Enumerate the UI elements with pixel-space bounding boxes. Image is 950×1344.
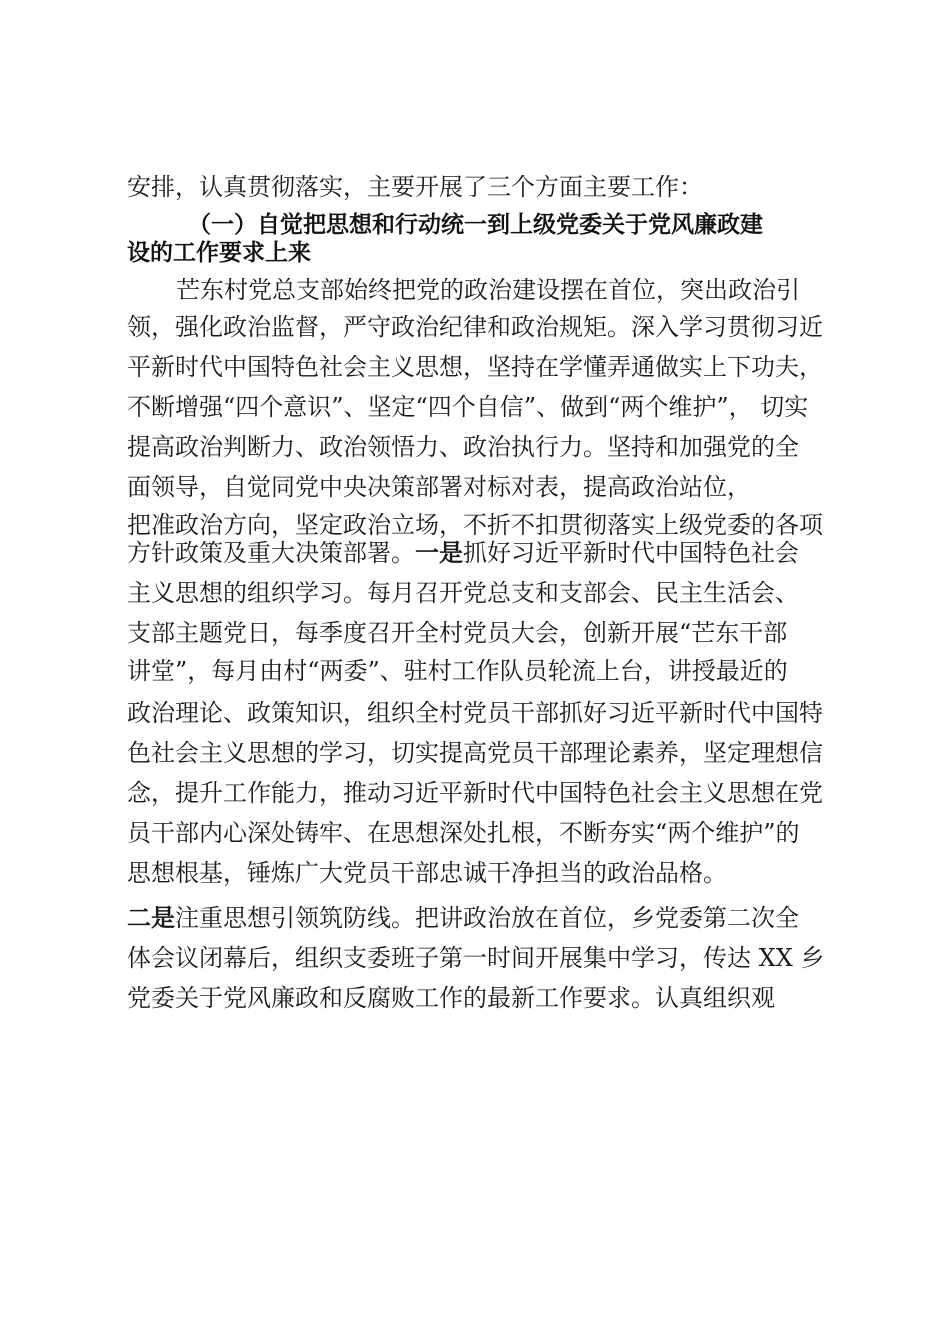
point-one-marker: 一是 [415, 539, 463, 567]
section-heading-1: （一）自觉把思想和行动统一到上级党委关于党风廉政建 [188, 212, 763, 238]
text-line-9: 面领导，自觉同党中央决策部署对标对表，提高政治站位， [127, 473, 751, 501]
text-line-17: 念，提升工作能力，推动习近平新时代中国特色社会主义思想在党 [127, 779, 823, 807]
text-line-10: 把准政治方向，坚定政治立场，不折不扣贯彻落实上级党委的各项 [127, 511, 823, 539]
text-line-13: 支部主题党日，每季度召开全村党员大会，创新开展“芒东干部 [127, 619, 788, 647]
text-line-16: 色社会主义思想的学习，切实提高党员干部理论素养，坚定理想信 [127, 739, 823, 767]
text-line-11-tail: 抓好习近平新时代中国特色社会 [463, 539, 799, 567]
point-two-marker: 二是 [127, 904, 175, 932]
text-line-22: 党委关于党风廉政和反腐败工作的最新工作要求。认真组织观 [127, 984, 775, 1012]
text-line-8: 提高政治判断力、政治领悟力、政治执行力。坚持和加强党的全 [127, 433, 799, 461]
text-line-1: 安排，认真贯彻落实，主要开展了三个方面主要工作： [127, 173, 703, 201]
text-line-11-body: 方针政策及重大决策部署。 [127, 539, 415, 567]
text-line-20-body: 注重思想引领筑防线。把讲政治放在首位，乡党委第二次全 [175, 904, 799, 932]
text-line-7: 不断增强“四个意识”、坚定“四个自信”、做到“两个维护”， 切实 [127, 393, 809, 421]
text-line-19: 思想根基，锤炼广大党员干部忠诚干净担当的政治品格。 [127, 859, 727, 887]
text-line-12: 主义思想的组织学习。每月召开党总支和支部会、民主生活会、 [127, 579, 799, 607]
text-line-6: 平新时代中国特色社会主义思想，坚持在学懂弄通做实上下功夫， [127, 353, 823, 381]
text-line-14: 讲堂”，每月由村“两委”、驻村工作队员轮流上台，讲授最近的 [127, 657, 788, 685]
text-line-11 [127, 538, 799, 568]
text-line-20 [127, 903, 799, 933]
text-line-15: 政治理论、政策知识，组织全村党员干部抓好习近平新时代中国特 [127, 699, 823, 727]
text-line-21: 体会议闭幕后，组织支委班子第一时间开展集中学习，传达 XX 乡 [127, 944, 825, 972]
text-line-4: 芒东村党总支部始终把党的政治建设摆在首位，突出政治引 [176, 276, 800, 304]
text-line-5: 领，强化政治监督，严守政治纪律和政治规矩。深入学习贯彻习近 [127, 313, 823, 341]
section-heading-2: 设的工作要求上来 [127, 240, 311, 266]
text-line-18: 员干部内心深处铸牢、在思想深处扎根，不断夯实“两个维护”的 [127, 819, 800, 847]
